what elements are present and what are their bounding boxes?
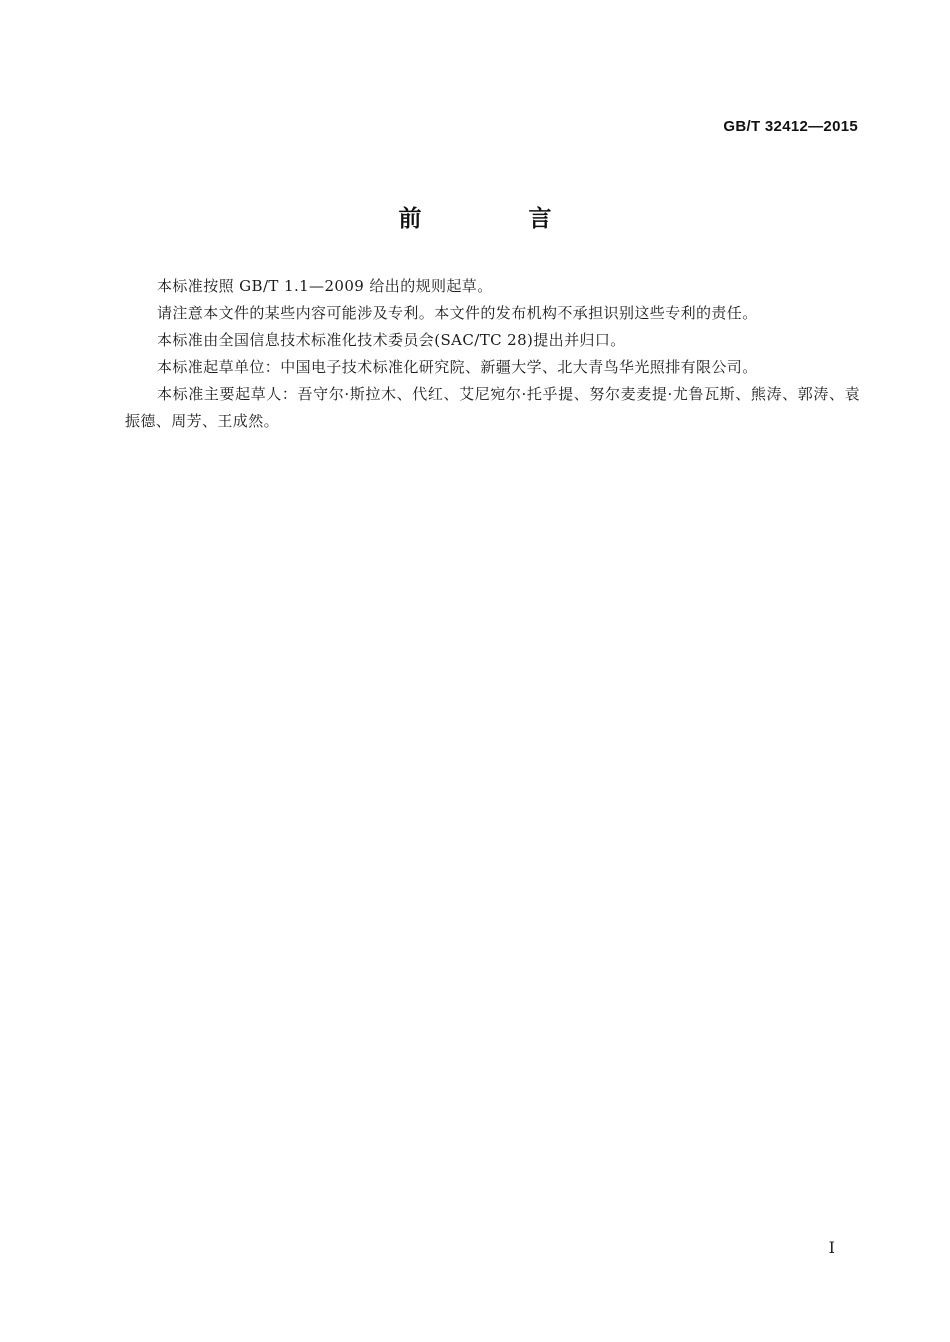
paragraph-main-drafters: 本标准主要起草人：吾守尔·斯拉木、代红、艾尼宛尔·托乎提、努尔麦麦提·尤鲁瓦斯、熊涛、郭涛、袁振德、周芳、王成然。 [125,385,860,430]
paragraph-patent-notice: 请注意本文件的某些内容可能涉及专利。本文件的发布机构不承担识别这些专利的责任。 [157,304,758,322]
paragraph-drafting-units: 本标准起草单位：中国电子技术标准化研究院、新疆大学、北大青鸟华光照排有限公司。 [157,358,758,376]
page-number: I [828,1238,835,1257]
paragraph-proposer: 本标准由全国信息技术标准化技术委员会(SAC/TC 28)提出并归口。 [157,331,626,349]
standard-code: GB/T 32412—2015 [723,118,858,135]
page-title: 前 言 [398,206,594,232]
paragraph-drafting-rules: 本标准按照 GB/T 1.1—2009 给出的规则起草。 [157,277,493,295]
foreword-body [125,273,860,435]
